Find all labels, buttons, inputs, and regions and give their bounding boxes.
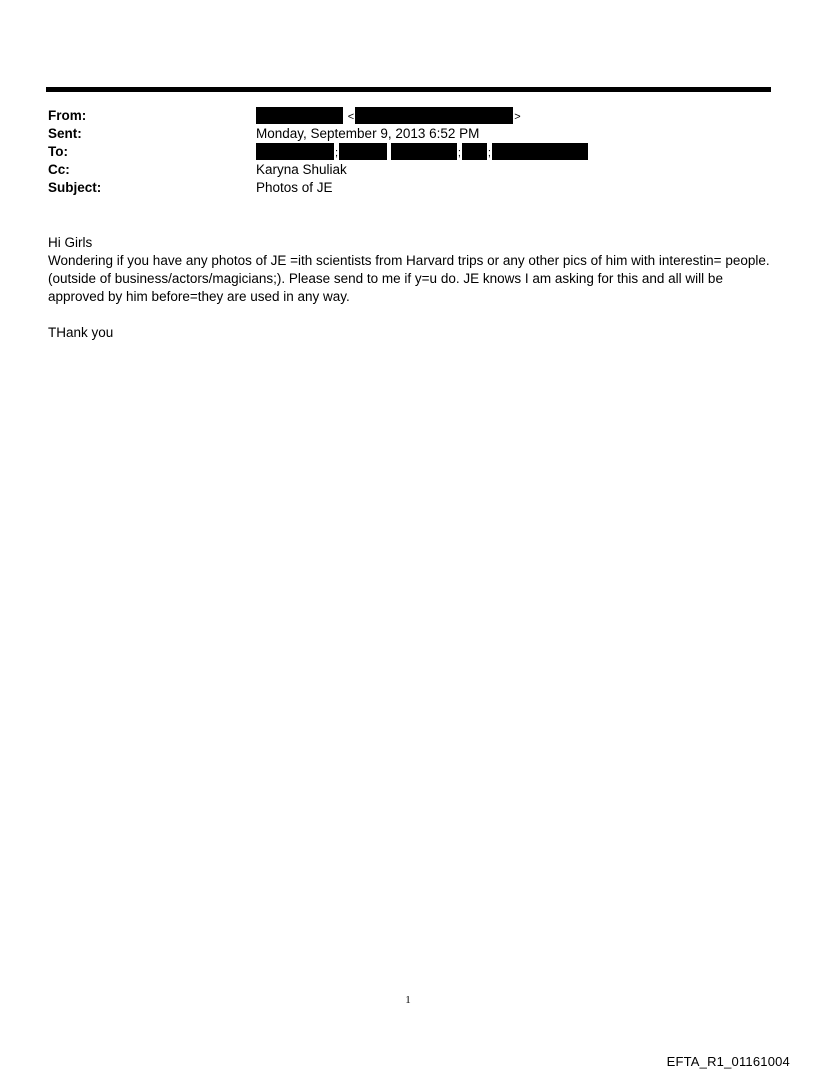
sent-value: Monday, September 9, 2013 6:52 PM: [256, 126, 480, 141]
from-value: [256, 107, 522, 126]
to-separator: ;: [487, 147, 491, 159]
from-open-bracket: <: [347, 111, 355, 123]
document-id: EFTA_R1_01161004: [666, 1054, 790, 1069]
to-label: To:: [48, 144, 68, 159]
to-separator: ;: [335, 147, 339, 159]
sent-label: Sent:: [48, 126, 82, 141]
redacted-recipient: [462, 143, 487, 160]
redacted-recipient: [256, 143, 334, 160]
redacted-recipient: [391, 143, 457, 160]
redacted-sender-email: [355, 107, 513, 124]
to-separator: ;: [457, 147, 461, 159]
message-paragraph: Wondering if you have any photos of JE =ith scientists from Harvard trips or any other pics of him with interestin= people.(outside of business/actors/magicians;). Please send to me if y=u do. JE knows I am asking for this and all will be approved by him before=they are used in any way.: [48, 253, 770, 304]
redacted-recipient: [492, 143, 588, 160]
to-value: [256, 143, 588, 162]
cc-value: Karyna Shuliak: [256, 162, 347, 177]
redacted-sender-name: [256, 107, 343, 124]
subject-label: Subject:: [48, 180, 102, 195]
closing: THank you: [48, 325, 114, 340]
page-number: 1: [405, 994, 411, 1006]
subject-value: Photos of JE: [256, 180, 333, 195]
cc-label: Cc:: [48, 162, 70, 177]
header-divider: [46, 87, 771, 92]
email-body: [48, 234, 773, 342]
redacted-recipient: [339, 143, 387, 160]
from-label: From:: [48, 108, 87, 123]
from-close-bracket: >: [514, 111, 521, 123]
greeting: Hi Girls: [48, 235, 93, 250]
